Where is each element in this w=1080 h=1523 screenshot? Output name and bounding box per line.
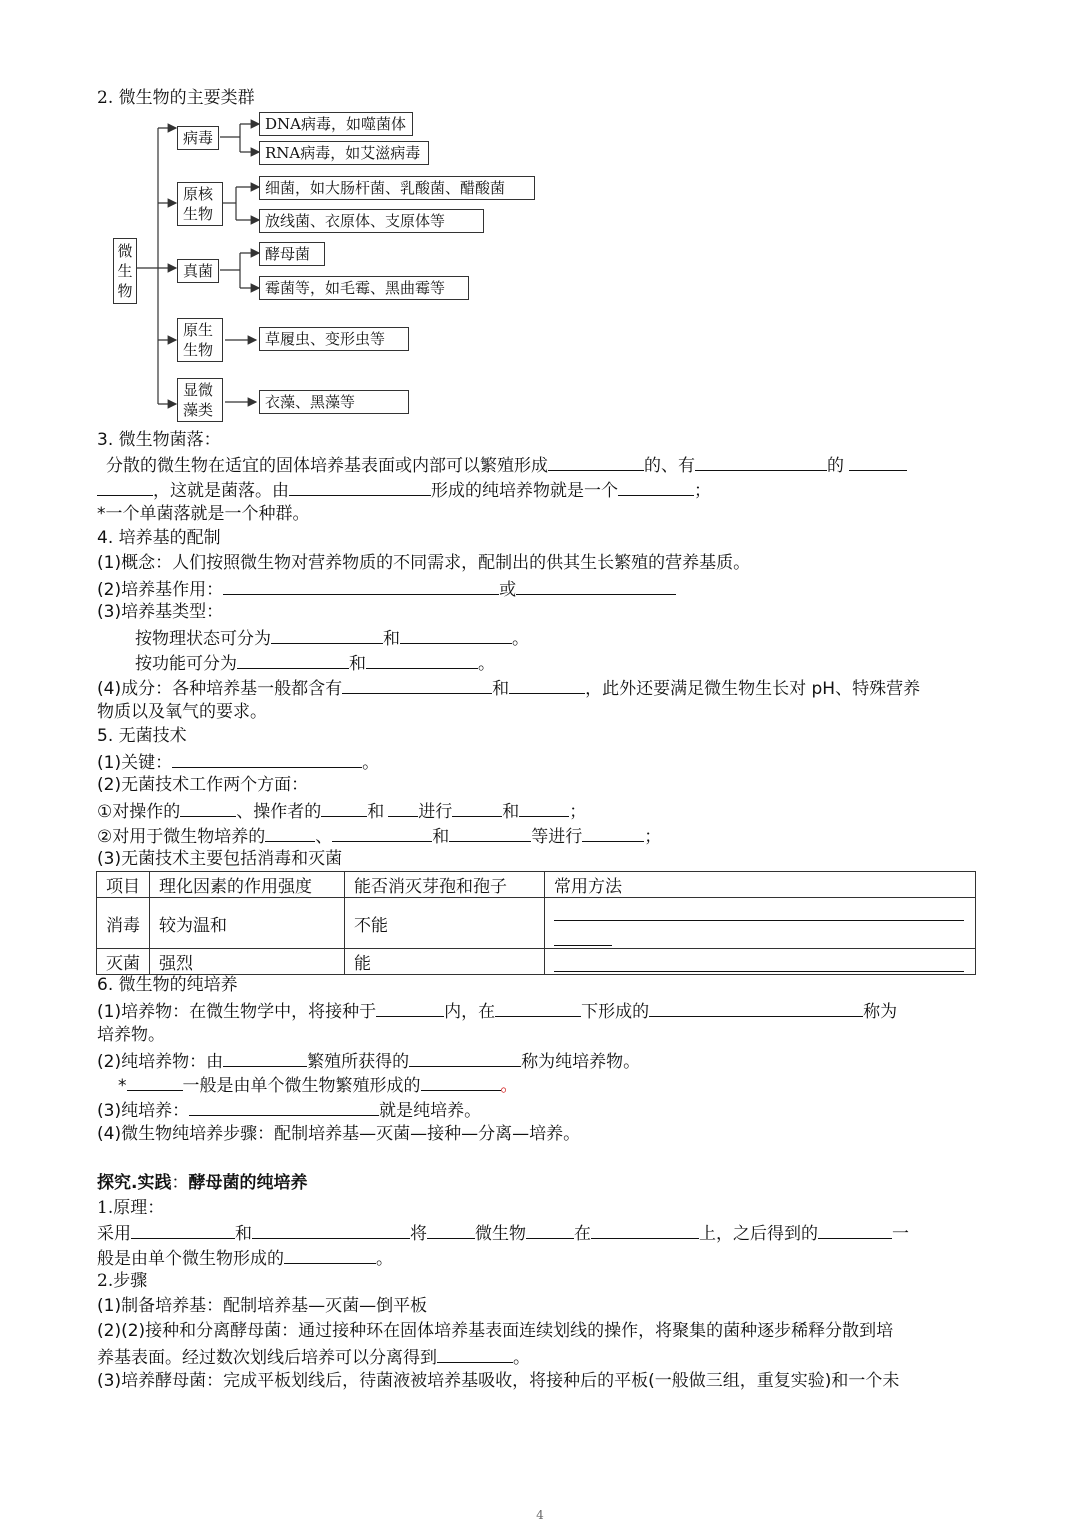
table-cell: 灭菌 xyxy=(97,949,150,975)
blank[interactable] xyxy=(452,798,502,817)
blank[interactable] xyxy=(649,998,863,1017)
principle-label: 1.原理： xyxy=(97,1198,165,1218)
item-box-rna-virus: RNA病毒，如艾滋病毒 xyxy=(259,141,429,165)
blank[interactable] xyxy=(223,1048,307,1067)
page-number: 4 xyxy=(536,1508,544,1522)
principle-line-2: 般是由单个微生物形成的 。 xyxy=(97,1245,393,1271)
blank[interactable] xyxy=(265,823,315,842)
blank[interactable] xyxy=(495,998,581,1017)
table-cell: 较为温和 xyxy=(150,898,345,949)
section-4-title: 4. 培养基的配制 xyxy=(97,528,221,548)
blank[interactable] xyxy=(409,1048,521,1067)
culture-steps: (4)微生物纯培养步骤：配制培养基—灭菌—接种—分离—培养。 xyxy=(97,1124,581,1144)
medium-types: (3)培养基类型： xyxy=(97,602,224,622)
medium-function-type: 按功能可分为 和 。 xyxy=(135,650,495,676)
pure-culture-def: (2)纯培养物：由 繁殖所获得的 称为纯培养物。 xyxy=(97,1048,640,1074)
section-2-title: 2. 微生物的主要类群 xyxy=(97,88,255,108)
item-box-mold: 霉菌等，如毛霉、黑曲霉等 xyxy=(259,276,469,300)
group-box-protist: 原生生物 xyxy=(177,318,223,362)
table-cell: 消毒 xyxy=(97,898,150,949)
colony-line-1: 分散的微生物在适宜的固体培养基表面或内部可以繁殖形成 的、有 的 xyxy=(106,452,907,478)
pure-culture-note: * 一般是由单个微生物繁殖形成的 。 xyxy=(118,1072,518,1098)
blank[interactable] xyxy=(526,1220,574,1239)
item-box-dna-virus: DNA病毒，如噬菌体 xyxy=(259,112,413,136)
item-box-yeast: 酵母菌 xyxy=(259,242,325,266)
blank[interactable] xyxy=(127,1072,183,1091)
blank[interactable] xyxy=(388,798,418,817)
blank[interactable] xyxy=(818,1220,892,1239)
medium-components-2: 物质以及氧气的要求。 xyxy=(97,702,267,722)
item-box-algae: 衣藻、黑藻等 xyxy=(259,390,409,414)
blank[interactable] xyxy=(284,1245,376,1264)
blank[interactable] xyxy=(591,1220,699,1239)
blank[interactable] xyxy=(180,798,236,817)
section-3-title: 3. 微生物菌落： xyxy=(97,430,221,450)
group-box-algae: 显微藻类 xyxy=(177,378,223,422)
table-cell: 强烈 xyxy=(150,949,345,975)
aseptic-key: (1)关键： 。 xyxy=(97,749,379,775)
step-2-cont: 养基表面。经过数次划线后培养可以分离得到 。 xyxy=(97,1344,530,1370)
step-3: (3)培养酵母菌：完成平板划线后，待菌液被培养基吸收，将接种后的平板(一般做三组，重复实验)和一个未 xyxy=(97,1371,900,1391)
table-cell-blank[interactable] xyxy=(545,898,976,949)
blank[interactable] xyxy=(427,1220,475,1239)
group-box-virus: 病毒 xyxy=(177,126,219,150)
group-box-prokaryote: 原核生物 xyxy=(177,182,223,226)
blank[interactable] xyxy=(582,823,644,842)
medium-function: (2)培养基作用： 或 xyxy=(97,576,676,602)
blank[interactable] xyxy=(421,1072,501,1091)
section-5-title: 5. 无菌技术 xyxy=(97,726,187,746)
blank[interactable] xyxy=(519,798,569,817)
table-header: 能否消灭芽孢和孢子 xyxy=(345,872,545,898)
blank[interactable] xyxy=(516,576,676,595)
aseptic-main: (3)无菌技术主要包括消毒和灭菌 xyxy=(97,849,343,869)
blank[interactable] xyxy=(237,650,349,669)
item-box-actinomycetes: 放线菌、衣原体、支原体等 xyxy=(259,209,484,233)
culture-def-2: 培养物。 xyxy=(97,1025,165,1045)
medium-concept: (1)概念：人们按照微生物对营养物质的不同需求，配制出的供其生长繁殖的营养基质。 xyxy=(97,553,751,573)
aseptic-aspect-a: ①对操作的 、操作者的 和 进行 和 ； xyxy=(97,798,586,824)
group-box-fungi: 真菌 xyxy=(177,259,219,283)
table-cell: 不能 xyxy=(345,898,545,949)
blank[interactable] xyxy=(332,823,432,842)
principle-line-1: 采用 和 将 微生物 在 上，之后得到的 一 xyxy=(97,1220,909,1246)
blank[interactable] xyxy=(366,650,478,669)
table-header-row xyxy=(97,872,976,898)
medium-components: (4)成分：各种培养基一般都含有 和 ，此外还要满足微生物生长对 pH、特殊营养 xyxy=(97,675,920,701)
blank[interactable] xyxy=(449,823,531,842)
table-header: 项目 xyxy=(97,872,150,898)
blank[interactable] xyxy=(172,749,362,768)
blank[interactable] xyxy=(400,625,512,644)
aseptic-aspect-b: ②对用于微生物培养的 、 和 等进行 ； xyxy=(97,823,661,849)
blank[interactable] xyxy=(342,675,492,694)
culture-def: (1)培养物：在微生物学中，将接种于 内，在 下形成的 称为 xyxy=(97,998,897,1024)
medium-physical: 按物理状态可分为 和 。 xyxy=(135,625,529,651)
blank[interactable] xyxy=(131,1220,235,1239)
step-2: (2)(2)接种和分离酵母菌：通过接种环在固体培养基表面连续划线的操作，将聚集的菌种逐步稀释分散到培 xyxy=(97,1321,894,1341)
colony-line-2: ，这就是菌落。由 形成的纯培养物就是一个 ； xyxy=(97,477,711,503)
steps-label: 2.步骤 xyxy=(97,1271,148,1291)
blank[interactable] xyxy=(223,576,499,595)
item-box-bacteria: 细菌，如大肠杆菌、乳酸菌、醋酸菌 xyxy=(259,176,535,200)
table-header: 常用方法 xyxy=(545,872,976,898)
item-box-paramecium: 草履虫、变形虫等 xyxy=(259,327,409,351)
blank[interactable] xyxy=(509,675,585,694)
blank[interactable] xyxy=(376,998,444,1017)
table-row xyxy=(97,949,976,975)
pure-culturing: (3)纯培养： 就是纯培养。 xyxy=(97,1097,481,1123)
blank[interactable] xyxy=(695,452,827,471)
sterilization-table xyxy=(96,871,976,975)
table-row xyxy=(97,898,976,949)
section-6-title: 6. 微生物的纯培养 xyxy=(97,975,238,995)
blank[interactable] xyxy=(849,452,907,471)
blank[interactable] xyxy=(252,1220,410,1239)
classification-diagram-lines xyxy=(0,0,1080,430)
blank[interactable] xyxy=(437,1344,513,1363)
aseptic-two-aspects: (2)无菌技术工作两个方面： xyxy=(97,775,309,795)
blank[interactable] xyxy=(271,625,383,644)
blank[interactable] xyxy=(97,477,153,496)
blank[interactable] xyxy=(321,798,367,817)
root-box-microorganism: 微 生 物 xyxy=(113,238,137,304)
blank[interactable] xyxy=(618,477,694,496)
exploration-title: 探究.实践：酵母菌的纯培养 xyxy=(97,1173,308,1193)
step-1: (1)制备培养基：配制培养基—灭菌—倒平板 xyxy=(97,1296,428,1316)
blank[interactable] xyxy=(189,1097,379,1116)
table-cell-blank[interactable] xyxy=(545,949,976,975)
table-cell: 能 xyxy=(345,949,545,975)
blank[interactable] xyxy=(289,477,431,496)
blank[interactable] xyxy=(548,452,644,471)
colony-note: *一个单菌落就是一个种群。 xyxy=(97,504,310,524)
table-header: 理化因素的作用强度 xyxy=(150,872,345,898)
